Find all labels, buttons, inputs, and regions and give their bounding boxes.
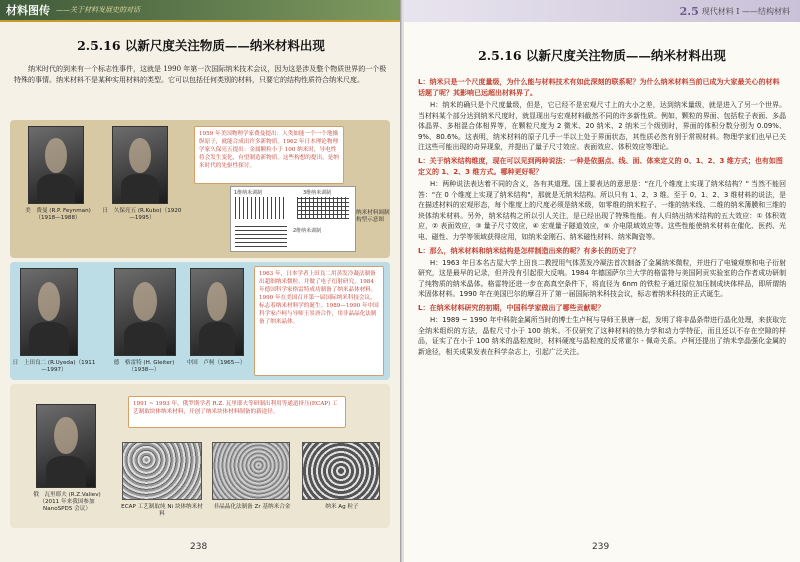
left-header-title: 材料图传 — [6, 4, 50, 17]
question-3: L：那么，纳米材料和纳米结构是怎样制造出来的呢？有多长的历史了？ — [418, 246, 640, 255]
answer-3: H：1963 年日本名古屋大学上田良二教授用气体蒸发冷凝法首次制备了金属纳米微粒，并进行了电镜观察和电子衍射研究，这是最早的记录，但并没有引起很大反响。1984 年德国萨尔兰大学的格雷特与美国阿贡实验室的合作者成功研制了纯物质的纳米晶体。格雷特还进一步在高真空条件下，将直径为 6nm 的铁粒子通过原位加压制成块体样品，即所谓纳米固体材料。1990 年在美国巴尔的摩召开了第一届国际纳米科技会议，标志着纳米科技的正式诞生。 — [418, 258, 786, 299]
question-2: L：关于纳米结构维度，现在可以见到两种说法：一种是依据点、线、面、体来定义的 0、1、2、3 维方式；也有如图定义的 1、2、3 维方式。哪种更好呢？ — [418, 156, 783, 176]
left-page-number: 238 — [190, 542, 208, 552]
left-header-subtitle: ——关于材料发展史的对话 — [56, 6, 140, 14]
photo-feynman — [28, 126, 84, 204]
grid-label-3d: 3维纳米调制 — [303, 190, 332, 196]
left-section-title: 2.5.16 以新尺度关注物质——纳米材料出现 — [77, 38, 325, 53]
panel-ecap — [10, 384, 390, 528]
right-page-number: 239 — [592, 542, 610, 552]
answer-4: H：1989 ~ 1990 年中科院金属所当时的博士生卢柯与导师王景唐一起，发明了将非晶条带进行晶化处理，来获取完全纳米组织的方法，晶粒尺寸小于 100 纳米。不仅研究了这种材料的热力学和动力学特征，而且还以不存在空隙的样品，证实了在小于 100 纳米的晶粒度时，材料硬度与晶粒度的反常霍尔 - 佩奇关系。卢柯还提出了纳米孪晶强化金属的新途径，相关成果发表在科学杂志上，引起广泛关注。 — [418, 315, 786, 356]
micrograph-zr-alloy — [212, 442, 290, 500]
right-section-title: 2.5.16 以新尺度关注物质——纳米材料出现 — [478, 48, 726, 63]
caption-gleiter: 德 格雷特 (H. Gleiter)（1938—） — [113, 360, 175, 373]
micrograph-ecap-ni — [122, 442, 202, 500]
left-header — [0, 0, 402, 22]
right-header-title: 现代材料 I ——结构材料 — [701, 6, 790, 16]
photo-kubo — [112, 126, 168, 204]
figure-nano-modulation — [230, 186, 356, 252]
note-1959: 1959 年美国物理学家费曼提出：人类如能一个一个地操纵原子，就能合成出许多新物质。1962 年日本理论物理学家久保亮五提出：金属颗粒小于 100 纳米时，导电性将会发生变化，有望制造新物质。这些构想的提出，是纳米时代的先驱性探讨。 — [194, 126, 344, 184]
caption-feynman: 美 费曼 (R.P. Feynman)（1918—1988） — [25, 208, 91, 221]
panel-pioneers-2 — [10, 262, 390, 380]
panel-early-pioneers — [10, 120, 390, 258]
answer-1: H：纳米的确只是个尺度量级，但是，它已经不是宏观尺寸上的大小之差，达到纳米量级，就是进入了另一个世界。当材料某个部分达到纳米尺度时，就显现出与宏观材料截然不同的许多新性质。例如，颗粒的界面、包括粒子表面、多晶体晶界、多相混合体相界等，在颗粒尺度为 2 微米、20 纳米、2 纳米三个级别时，界面的体积分数分别为 0.09%、9%、80.6%。这表明，纳米材料的原子几乎一半以上处于界面状态，其性质必然有别于常规材料。物理学家们也早已关注这些可能出现的奇异现象，并提出了量子尺寸效应、表面效应、体积效应等理论。 — [418, 101, 786, 152]
note-1963: 1963 年，日本学者上田良二用蒸发冷凝法制备出超细纳米微粒，并做了电子衍射研究。1984 年德国科学家格雷特成功制备了纳米晶体材料。1990 年在美国召开第一届国际纳米科技会议，标志着纳米材料学的诞生。1989—1990 年中国科学家卢柯与导师王景唐合作，用非晶晶化法制备了纳米晶体。 — [254, 266, 384, 376]
caption-valiev: 俄 瓦里耶夫 (R.Z.Valiev)（2011 年来我国参加 NanoSPD5 会议） — [33, 492, 101, 512]
note-1991: 1991 ~ 1993 年，俄罗斯学者 R.Z. 瓦里耶夫等研制出利用等通道挤压(ECAP) 工艺制取块体纳米材料，开创了纳米块体材料制备的新途径。 — [128, 396, 346, 428]
caption-uyeda: 日 上田良二 (R.Uyeda)（1911—1997） — [12, 360, 96, 373]
photo-lu-ke — [190, 268, 244, 356]
photo-uyeda — [20, 268, 78, 356]
grid-label-1d: 1维纳米调制 — [234, 190, 263, 196]
photo-gleiter — [114, 268, 176, 356]
caption-ag-particles: 纳米 Ag 粒子 — [325, 504, 359, 510]
question-1: L：纳米只是一个尺度量级，为什么能与材料技术有如此深刻的联系呢？为什么纳米材料当前已成为大家最关心的材料话题了呢？其影响已远超出材料界了。 — [418, 78, 780, 97]
qa-dialogue — [418, 74, 786, 357]
question-4: L：在纳米材料研究的初期，中国科学家做出了哪些贡献呢？ — [418, 303, 605, 312]
right-header-number: 2.5 — [679, 4, 699, 18]
caption-lu-ke: 中国 卢柯（1965—） — [186, 360, 246, 366]
right-page — [404, 0, 800, 562]
caption-kubo: 日 久保亮五 (R.Kubo)（1920—1995） — [102, 208, 182, 221]
grid-label-2d: 2维纳米调制 — [293, 228, 322, 234]
left-intro: 纳米时代的到来有一个标志性事件，这就是 1990 年第一次国际纳米技术会议，因为这是涉及整个物质世界的一个极特殊的事情。纳米材料不是某种实用材料的类型。它可以包括任何类别的材料，只要它的结构性质符合纳米尺度。 — [14, 65, 387, 84]
grid-caption: 纳米材料调制构型示意图 — [356, 210, 390, 223]
micrograph-ag-particles — [302, 442, 380, 500]
caption-zr-alloy: 非晶晶化法制备 Zr 基纳米合金 — [213, 504, 291, 510]
photo-valiev — [36, 404, 96, 488]
caption-ecap-ni: ECAP 工艺制取纯 Ni 块体纳米材料 — [121, 504, 203, 517]
right-header — [404, 0, 800, 22]
answer-2: H：两种说法表达着不同的含义，各有其道理。国上要表达的意思是："在几个维度上实现了纳米结构？" 当然不能回答："在 0 个维度上实现了纳米结构"，那就是无纳米结构。所以只有 1、2、3 维。至于 0、1、2、3 维材料的说法，是在描述材料的宏观形态，每个维度上的尺度必须是纳米级，如零维的纳米粒子、一维的纳米线、二维的纳米薄膜和三维的块体纳米材料。另外，纳米结构之所以引人关注，是已经出现了特殊性能。有人归纳出纳米结构的五大效应：① 体积效应，② 表面效应，③ 量子尺寸效应，④ 宏观量子隧道效应，⑤ 介电限域效应等。这些性能使纳米材料在催化、医药、光电、磁性、力学等领域获得应用，如纳米金刚石、纳米磁性材料、纳米陶瓷等。 — [418, 179, 786, 241]
